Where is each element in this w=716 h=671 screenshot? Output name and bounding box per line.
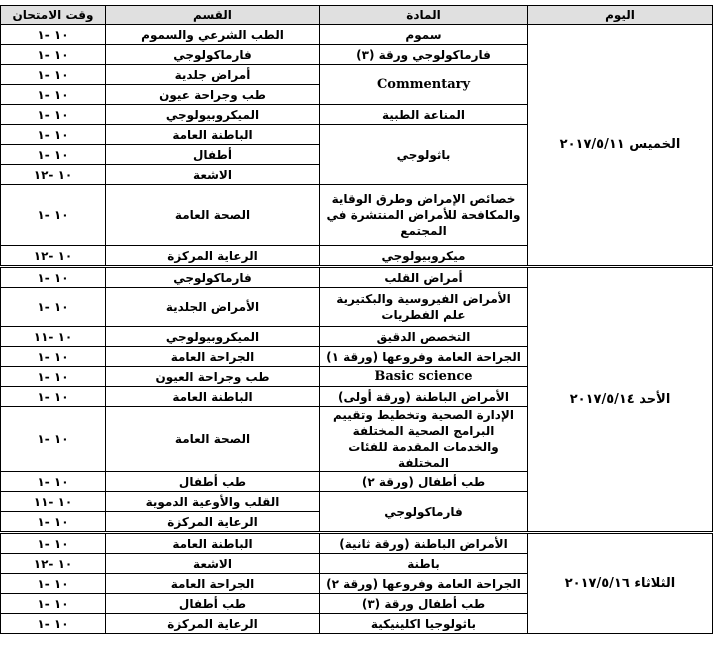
subject-cell: Commentary — [320, 65, 528, 105]
exam-time-cell: ١٠ -١ — [1, 25, 106, 45]
day-cell: الأحد ٢٠١٧/٥/١٤ — [528, 267, 713, 533]
day-cell: الخميس ٢٠١٧/٥/١١ — [528, 25, 713, 267]
department-cell: الرعاية المركزة — [106, 512, 320, 533]
header-exam-time: وقت الامتحان — [1, 6, 106, 25]
header-department: القسم — [106, 6, 320, 25]
subject-cell: فارماكولوجي — [320, 492, 528, 533]
exam-time-cell: ١٠ -١ — [1, 145, 106, 165]
exam-time-cell: ١٠ -١ — [1, 472, 106, 492]
department-cell: فارماكولوجي — [106, 267, 320, 288]
department-cell: الاشعة — [106, 554, 320, 574]
schedule-body — [1, 25, 713, 634]
table-row — [1, 267, 713, 288]
department-cell: الأمراض الجلدية — [106, 288, 320, 327]
department-cell: الباطنة العامة — [106, 533, 320, 554]
exam-time-cell: ١٠ -١١ — [1, 492, 106, 512]
subject-cell: الأمراض الباطنة (ورقة ثانية) — [320, 533, 528, 554]
department-cell: الميكروبيولوجي — [106, 327, 320, 347]
exam-time-cell: ١٠ -١١ — [1, 327, 106, 347]
day-cell: الثلاثاء ٢٠١٧/٥/١٦ — [528, 533, 713, 634]
exam-time-cell: ١٠ -١ — [1, 267, 106, 288]
department-cell: الميكروبيولوجي — [106, 105, 320, 125]
subject-cell: الإدارة الصحية وتخطيط وتقييم البرامج الصحية المختلفة والخدمات المقدمة للفئات المختلفة — [320, 407, 528, 472]
department-cell: فارماكولوجي — [106, 45, 320, 65]
exam-time-cell: ١٠ -١ — [1, 614, 106, 634]
exam-time-cell: ١٠ -١٢ — [1, 554, 106, 574]
department-cell: الجراحة العامة — [106, 574, 320, 594]
department-cell: الطب الشرعي والسموم — [106, 25, 320, 45]
department-cell: الجراحة العامة — [106, 347, 320, 367]
department-cell: طب أطفال — [106, 472, 320, 492]
subject-cell: خصائص الإمراض وطرق الوقاية والمكافحة للأمراض المنتشرة في المجتمع — [320, 185, 528, 246]
exam-time-cell: ١٠ -١ — [1, 185, 106, 246]
exam-time-cell: ١٠ -١٢ — [1, 165, 106, 185]
exam-time-cell: ١٠ -١ — [1, 288, 106, 327]
subject-cell: Basic science — [320, 367, 528, 387]
header-subject: المادة — [320, 6, 528, 25]
department-cell: طب وجراحة العيون — [106, 367, 320, 387]
exam-time-cell: ١٠ -١ — [1, 347, 106, 367]
exam-time-cell: ١٠ -١ — [1, 45, 106, 65]
department-cell: طب وجراحة عيون — [106, 85, 320, 105]
department-cell: أمراض جلدية — [106, 65, 320, 85]
exam-time-cell: ١٠ -١٢ — [1, 246, 106, 267]
subject-cell: فارماكولوجي ورقة (٣) — [320, 45, 528, 65]
exam-schedule-table — [0, 5, 713, 634]
subject-cell: طب أطفال (ورقة ٢) — [320, 472, 528, 492]
subject-cell: الأمراض الباطنة (ورقة أولى) — [320, 387, 528, 407]
department-cell: الباطنة العامة — [106, 125, 320, 145]
department-cell: القلب والأوعية الدموية — [106, 492, 320, 512]
subject-cell: الأمراض الفيروسية والبكتيرية علم الفطريات — [320, 288, 528, 327]
exam-time-cell: ١٠ -١ — [1, 65, 106, 85]
subject-cell: الجراحة العامة وفروعها (ورقة ٢) — [320, 574, 528, 594]
department-cell: طب أطفال — [106, 594, 320, 614]
subject-cell: أمراض القلب — [320, 267, 528, 288]
department-cell: الباطنة العامة — [106, 387, 320, 407]
exam-time-cell: ١٠ -١ — [1, 105, 106, 125]
subject-cell: باثولوجيا اكلينيكية — [320, 614, 528, 634]
exam-time-cell: ١٠ -١ — [1, 367, 106, 387]
subject-cell: باثولوجي — [320, 125, 528, 185]
exam-time-cell: ١٠ -١ — [1, 85, 106, 105]
department-cell: أطفال — [106, 145, 320, 165]
subject-cell: الجراحة العامة وفروعها (ورقة ١) — [320, 347, 528, 367]
department-cell: الاشعة — [106, 165, 320, 185]
exam-time-cell: ١٠ -١ — [1, 533, 106, 554]
department-cell: الرعاية المركزة — [106, 246, 320, 267]
department-cell: الصحة العامة — [106, 185, 320, 246]
department-cell: الرعاية المركزة — [106, 614, 320, 634]
subject-cell: ميكروبيولوجي — [320, 246, 528, 267]
subject-cell: التخصص الدقيق — [320, 327, 528, 347]
exam-time-cell: ١٠ -١ — [1, 574, 106, 594]
subject-cell: سموم — [320, 25, 528, 45]
exam-time-cell: ١٠ -١ — [1, 594, 106, 614]
exam-time-cell: ١٠ -١ — [1, 512, 106, 533]
subject-cell: باطنة — [320, 554, 528, 574]
exam-time-cell: ١٠ -١ — [1, 407, 106, 472]
subject-cell: المناعة الطبية — [320, 105, 528, 125]
exam-time-cell: ١٠ -١ — [1, 125, 106, 145]
header-day: اليوم — [528, 6, 713, 25]
header-row — [1, 6, 713, 25]
subject-cell: طب أطفال ورقة (٣) — [320, 594, 528, 614]
exam-time-cell: ١٠ -١ — [1, 387, 106, 407]
table-row — [1, 533, 713, 554]
department-cell: الصحة العامة — [106, 407, 320, 472]
table-row — [1, 25, 713, 45]
